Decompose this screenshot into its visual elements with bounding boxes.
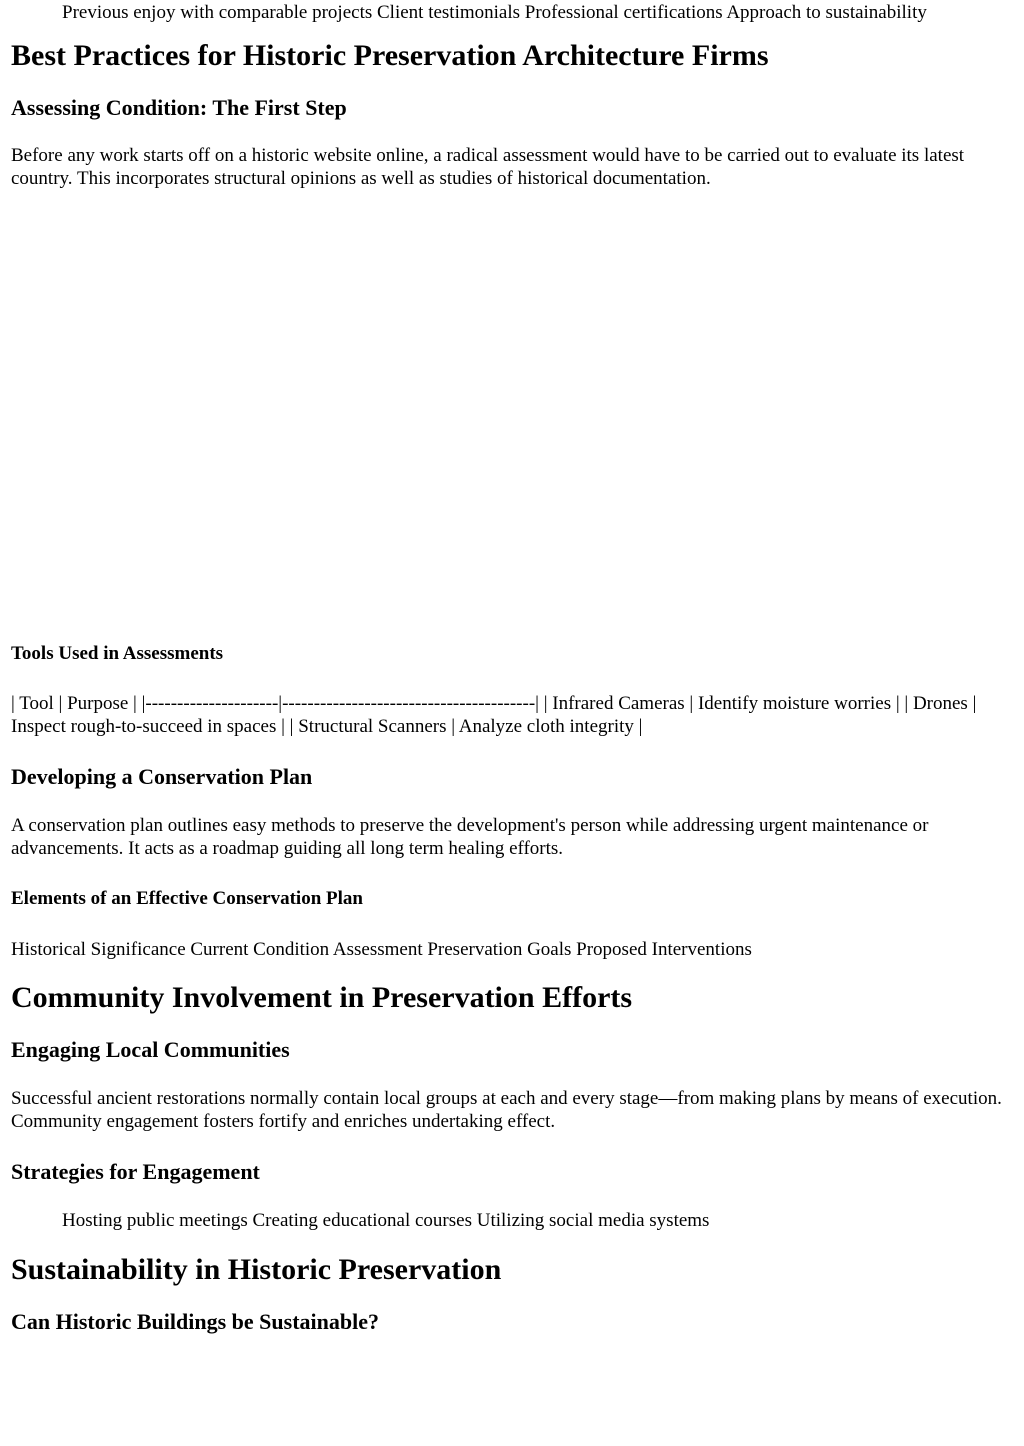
heading-conservation-plan: Developing a Conservation Plan [11, 764, 313, 789]
heading-tools-used: Tools Used in Assessments [11, 643, 224, 664]
paragraph-conservation-plan: A conservation plan outlines easy methods to preserve the development's person while addressing urgent maintenance or advancements. It acts as a roadmap guiding all long term healing efforts. [11, 815, 929, 859]
paragraph-assessing-condition: Before any work starts off on a historic website online, a radical assessment would have to be carried out to evaluate its latest country. This incorporates structural opinions as well as studies of historical documentation. [11, 145, 965, 189]
top-list-text: Previous enjoy with comparable projects Client testimonials Professional certifications Approach to sustainability [62, 2, 927, 23]
paragraph-plan-elements: Historical Significance Current Condition Assessment Preservation Goals Proposed Interventions [11, 939, 752, 960]
paragraph-tools-table: | Tool | Purpose | |---------------------|----------------------------------------| | Infrared Cameras | Identify moisture worries | | Drones | Inspect rough-to-succeed in spaces | | Structural Scanners | Analyze cloth integrity | [11, 693, 977, 737]
paragraph-engaging-communities: Successful ancient restorations normally contain local groups at each and every stage—from making plans by means of execution. Community engagement fosters fortify and enriches undertaking effect. [11, 1088, 1002, 1132]
section-title-community: Community Involvement in Preservation Efforts [11, 981, 633, 1014]
heading-sustainable-buildings: Can Historic Buildings be Sustainable? [11, 1309, 379, 1334]
paragraph-engagement-strategies: Hosting public meetings Creating educational courses Utilizing social media systems [62, 1210, 710, 1231]
heading-plan-elements: Elements of an Effective Conservation Plan [11, 888, 363, 909]
heading-engaging-communities: Engaging Local Communities [11, 1037, 290, 1062]
section-title-sustainability: Sustainability in Historic Preservation [11, 1253, 502, 1286]
heading-assessing-condition: Assessing Condition: The First Step [11, 95, 347, 120]
section-title-best-practices: Best Practices for Historic Preservation Architecture Firms [11, 39, 769, 72]
heading-engagement-strategies: Strategies for Engagement [11, 1159, 260, 1184]
